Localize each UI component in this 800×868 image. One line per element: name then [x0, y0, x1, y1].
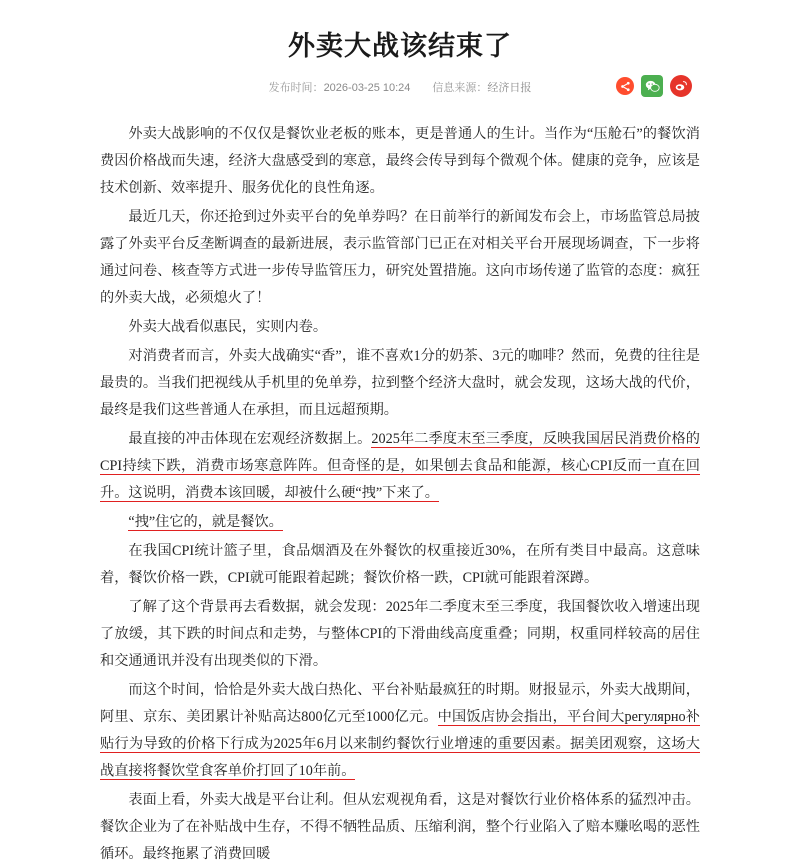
share-buttons[interactable] [616, 75, 692, 97]
article-source [432, 79, 531, 95]
publish-time [269, 79, 411, 95]
paragraph-text: 表面上看，外卖大战是平台让利。但从宏观视角看，这是对餐饮行业价格体系的猛烈冲击。餐饮企业为了在补贴战中生存，不得不牺牲品质、压缩利润，整个行业陷入了赔本赚吆喝的恶性循环。最终拖累了消费回暖 [100, 792, 700, 862]
paragraph-text: 最近几天，你还抢到过外卖平台的免单券吗？在日前举行的新闻发布会上，市场监管总局披露了外卖平台反垄断调查的最新进展，表示监管部门已正在对相关平台开展现场调查，下一步将通过问卷、核查等方式进一步传导监管压力，研究处置措施。这向市场传递了监管的态度：疯狂的外卖大战，必须熄火了！ [100, 209, 700, 306]
paragraph-text: 对消费者而言，外卖大战确实“香”，谁不喜欢1分的奶茶、3元的咖啡？然而，免费的往往是最贵的。当我们把视线从手机里的免单券，拉到整个经济大盘时，就会发现，这场大战的代价，最终是我们这些普通人在承担，而且远超预期。 [100, 348, 700, 418]
publish-time-label: 发布时间： [268, 82, 324, 94]
paragraph-text: 最直接的冲击体现在宏观经济数据上。 [128, 431, 372, 447]
paragraph-text: 在我国CPI统计篮子里，食品烟酒及在外餐饮的权重接近30%，在所有类目中最高。这意味着，餐饮价格一跌，CPI就可能跟着起跳；餐饮价格一跌，CPI就可能跟着深蹲。 [100, 543, 700, 586]
wechat-icon[interactable] [641, 75, 663, 97]
publish-time-value: 2026-03-25 10:24 [323, 82, 411, 94]
paragraph [100, 787, 700, 868]
paragraph [100, 538, 700, 592]
paragraph [100, 204, 700, 312]
weibo-icon[interactable] [670, 75, 692, 97]
highlighted-text: “拽”住它的，就是餐饮。 [128, 514, 283, 530]
paragraph-text: 而这个时间，恰恰是外卖大战白热化、平台补贴最疯狂的时期。财报显示，外卖大战期间，阿里、京东、美团累计补贴高达800亿元至1000亿元。 [100, 682, 700, 725]
paragraph [100, 314, 700, 341]
highlighted-text: 2025年二季度末至三季度，反映我国居民消费价格的CPI持续下跌，消费市场寒意阵阵。但奇怪的是，如果刨去食品和能源，核心CPI反而一直在回升。这说明，消费本该回暖，却被什么硬“拽”下来了。 [100, 431, 700, 501]
paragraph [100, 426, 700, 507]
paragraph [100, 343, 700, 424]
share-icon[interactable] [616, 77, 634, 95]
highlighted-text: 中国饭店协会指出，平台间大регулярно补贴行为导致的价格下行成为2025年6月以来制约餐饮行业增速的重要因素。据美团观察，这场大战直接将餐饮堂食客单价打回了10年前。 [100, 709, 700, 779]
page-title: 外卖大战该结束了 [288, 31, 512, 61]
paragraph-text: 了解了这个背景再去看数据，就会发现：2025年二季度末至三季度，我国餐饮收入增速出现了放缓，其下跌的时间点和走势，与整体CPI的下滑曲线高度重叠；同期，权重同样较高的居住和交通通讯并没有出现类似的下滑。 [100, 599, 700, 669]
paragraph-text: 外卖大战影响的不仅仅是餐饮业老板的账本，更是普通人的生计。当作为“压舱石”的餐饮消费因价格战而失速，经济大盘感受到的寒意，最终会传导到每个微观个体。健康的竞争，应该是技术创新、效率提升、服务优化的良性角逐。 [100, 126, 700, 196]
source-value: 经济日报 [487, 82, 532, 94]
article-page [0, 18, 800, 862]
source-label: 信息来源： [432, 82, 488, 94]
paragraph [100, 594, 700, 675]
paragraph [100, 509, 700, 536]
article-meta [0, 79, 800, 95]
paragraph [100, 677, 700, 785]
article-body [100, 121, 700, 868]
paragraph-text: 外卖大战看似惠民，实则内卷。 [128, 319, 328, 335]
paragraph [100, 121, 700, 202]
